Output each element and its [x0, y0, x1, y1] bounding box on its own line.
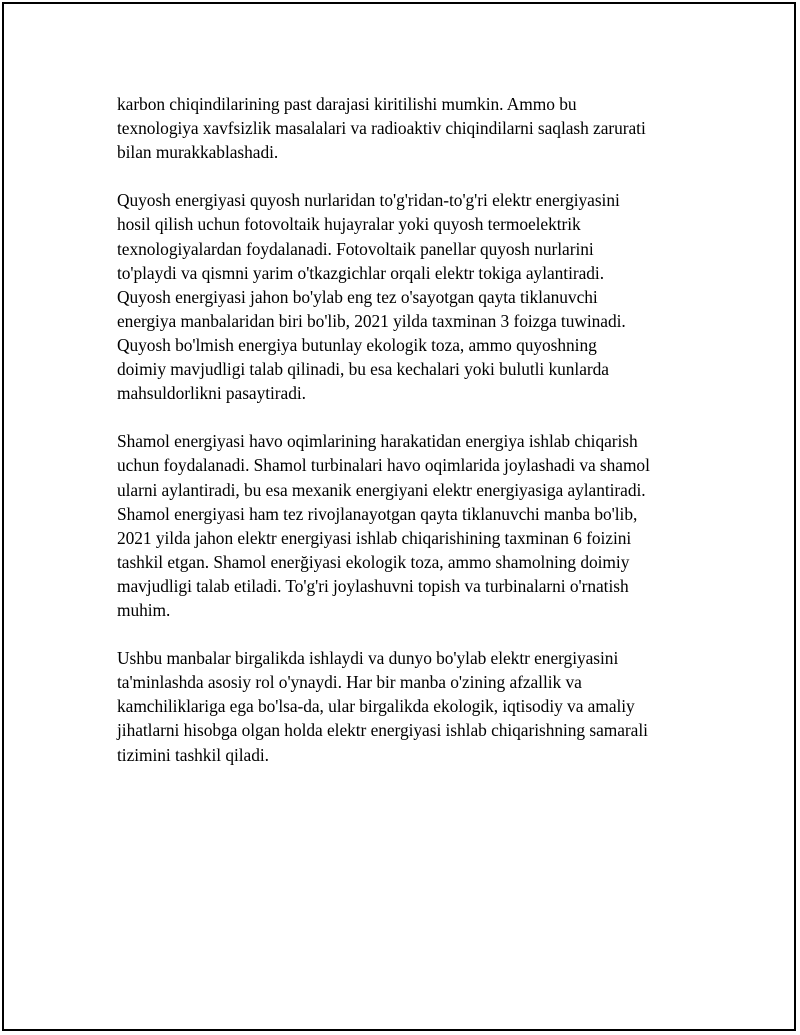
paragraph-wind-energy: [117, 429, 697, 622]
text-line: energiya manbalaridan biri bo'lib, 2021 yilda taxminan 3 foizga tuwinadi.: [117, 310, 626, 331]
text-line: mahsuldorlikni pasaytiradi.: [117, 383, 306, 404]
document-body: [117, 92, 697, 791]
text-line: tizimini tashkil qiladi.: [117, 744, 269, 765]
text-line: 2021 yilda jahon elektr energiyasi ishlab chiqarishining taxminan 6 foizini: [117, 527, 632, 548]
paragraph-nuclear-continuation: [117, 92, 697, 164]
text-line: Shamol energiyasi ham tez rivojlanayotgan qayta tiklanuvchi manba bo'lib,: [117, 503, 638, 524]
text-line: uchun foydalanadi. Shamol turbinalari havo oqimlarida joylashadi va shamol: [117, 455, 650, 476]
text-line: to'playdi va qismni yarim o'tkazgichlar orqali elektr tokiga aylantiradi.: [117, 262, 604, 283]
text-line: texnologiyalardan foydalanadi. Fotovoltaik panellar quyosh nurlarini: [117, 238, 594, 259]
text-line: muhim.: [117, 599, 171, 620]
text-line: Quyosh bo'lmish energiya butunlay ekologik toza, ammo quyoshning: [117, 334, 597, 355]
text-line: texnologiya xavfsizlik masalalari va radioaktiv chiqindilarni saqlash zarurati: [117, 118, 646, 139]
text-line: Quyosh energiyasi quyosh nurlaridan to'g'ridan-to'g'ri elektr energiyasini: [117, 190, 620, 211]
text-line: tashkil etgan. Shamol enerğiyasi ekologik toza, ammo shamolning doimiy: [117, 551, 630, 572]
text-line: bilan murakkablashadi.: [117, 142, 279, 163]
text-line: Ushbu manbalar birgalikda ishlaydi va dunyo bo'ylab elektr energiyasini: [117, 648, 619, 669]
paragraph-conclusion: [117, 646, 697, 766]
text-line: ta'minlashda asosiy rol o'ynaydi. Har bir manba o'zining afzallik va: [117, 672, 582, 693]
text-line: doimiy mavjudligi talab qilinadi, bu esa kechalari yoki bulutli kunlarda: [117, 359, 609, 380]
text-line: karbon chiqindilarining past darajasi kiritilishi mumkin. Ammo bu: [117, 94, 577, 114]
text-line: Quyosh energiyasi jahon bo'ylab eng tez o'sayotgan qayta tiklanuvchi: [117, 286, 598, 307]
paragraph-solar-energy: [117, 188, 697, 405]
text-line: hosil qilish uchun fotovoltaik hujayralar yoki quyosh termoelektrik: [117, 214, 581, 235]
text-line: Shamol energiyasi havo oqimlarining harakatidan energiya ishlab chiqarish: [117, 431, 638, 452]
text-line: kamchiliklariga ega bo'lsa-da, ular birgalikda ekologik, iqtisodiy va amaliy: [117, 696, 635, 717]
text-line: jihatlarni hisobga olgan holda elektr energiyasi ishlab chiqarishning samarali: [117, 720, 648, 741]
text-line: ularni aylantiradi, bu esa mexanik energiyani elektr energiyasiga aylantiradi.: [117, 479, 646, 500]
text-line: mavjudligi talab etiladi. To'g'ri joylashuvni topish va turbinalarni o'rnatish: [117, 575, 629, 596]
